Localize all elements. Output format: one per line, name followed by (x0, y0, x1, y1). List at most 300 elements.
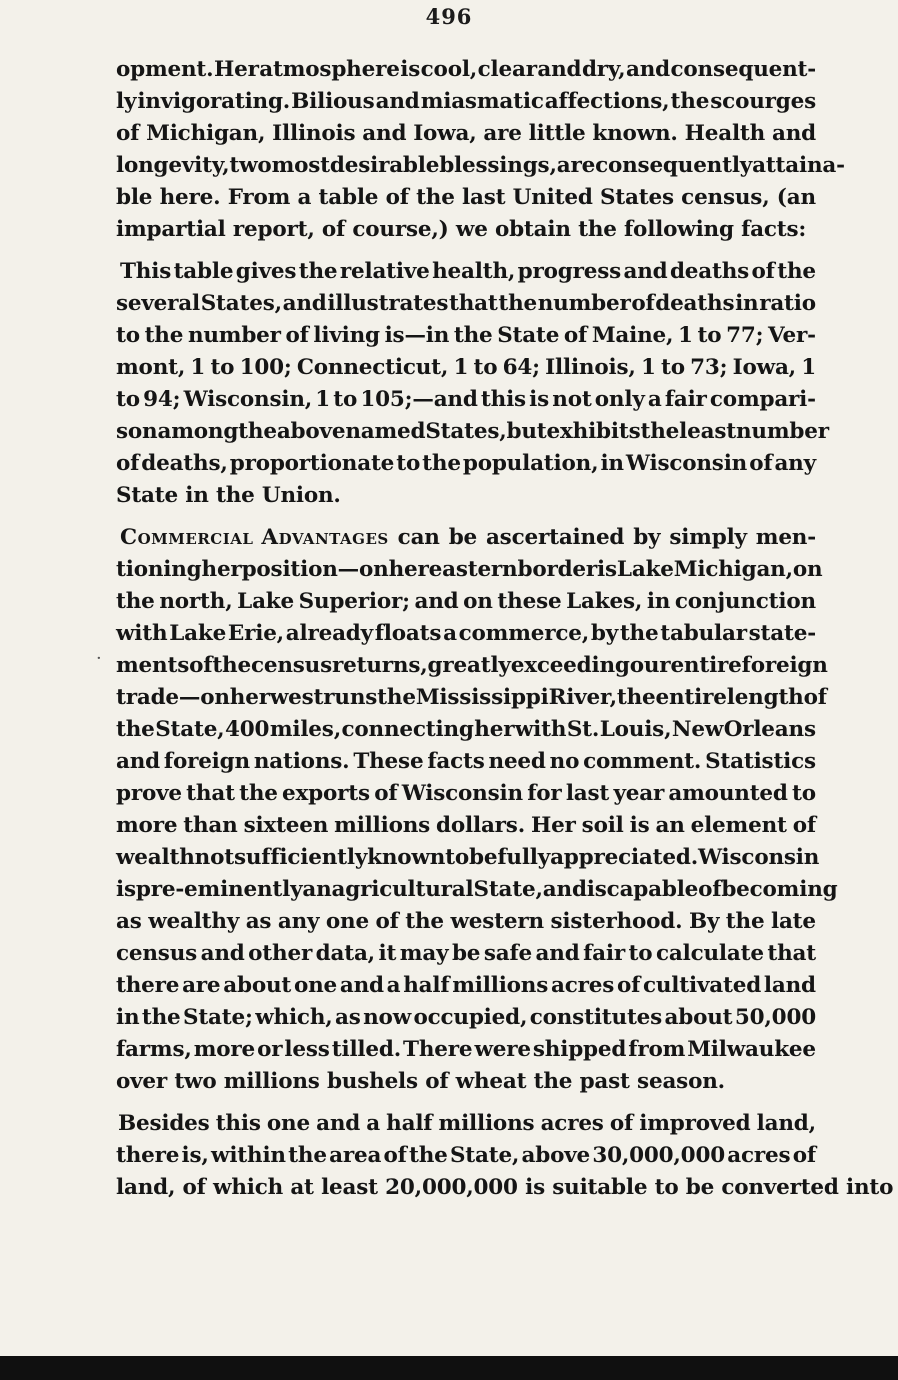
word: St. (566, 717, 600, 742)
word: the (408, 1143, 448, 1168)
word: of (385, 185, 409, 210)
word: tabular (660, 621, 747, 646)
word: that (186, 781, 235, 806)
text-line (116, 118, 816, 150)
word: agricultural (331, 877, 474, 902)
word: of (375, 909, 399, 934)
word: which, (255, 1005, 333, 1030)
word: soil (581, 813, 624, 838)
word: and (316, 1111, 361, 1136)
word: the (405, 909, 444, 934)
word: no (549, 749, 580, 774)
word: returns, (332, 653, 428, 678)
word: sufficiently (233, 845, 368, 870)
word: and (200, 941, 245, 966)
word: States, (200, 291, 282, 316)
word: for (527, 781, 562, 806)
word: mont, (116, 355, 186, 380)
word: progress (517, 259, 622, 284)
word: in (600, 451, 624, 476)
word: blessings, (439, 153, 557, 178)
word: longevity, (116, 153, 230, 178)
word: of (749, 451, 773, 476)
word: about (664, 1005, 733, 1030)
word: are (483, 121, 522, 146)
word: comment. (583, 749, 702, 774)
word: Michigan, (673, 557, 793, 582)
word: nations. (253, 749, 350, 774)
word: improved (639, 1111, 751, 1136)
word: deaths (655, 291, 735, 316)
word: 73; (690, 355, 728, 380)
word: the (725, 909, 765, 934)
word: shipped (532, 1037, 627, 1062)
word: dry, (581, 57, 626, 82)
word: her (474, 717, 515, 742)
word: the (416, 185, 455, 210)
word: exports (282, 781, 370, 806)
word: table (173, 259, 234, 284)
word: ratio (759, 291, 816, 316)
word: or (257, 1037, 283, 1062)
text-line (116, 1140, 816, 1172)
word: the (619, 621, 659, 646)
word: to (628, 941, 653, 966)
text-line (116, 1034, 816, 1066)
word: gives (235, 259, 297, 284)
word: 1 (315, 387, 331, 412)
word: ly (116, 89, 137, 114)
word: already (285, 621, 373, 646)
word: Milwaukee (687, 1037, 816, 1062)
text-line (116, 682, 827, 714)
word: population, (462, 451, 599, 476)
word: any (277, 909, 320, 934)
line-text (116, 480, 341, 512)
word: a (386, 973, 401, 998)
word: commerce, (458, 621, 590, 646)
word: west (269, 685, 324, 710)
word: last (565, 781, 610, 806)
word: millions (438, 1111, 535, 1136)
word: be (469, 845, 498, 870)
word: 1 (640, 355, 656, 380)
word: Lake (237, 589, 294, 614)
word: and (116, 749, 160, 774)
word: the (377, 685, 416, 710)
word: element (690, 813, 787, 838)
word: and (414, 589, 459, 614)
word: calculate (655, 941, 764, 966)
word: Mississippi (415, 685, 549, 710)
text-line (116, 1066, 816, 1098)
word: position—on (241, 557, 389, 582)
text-line (116, 320, 816, 352)
word: to (210, 355, 235, 380)
line-text (116, 214, 806, 246)
word: affections, (544, 89, 670, 114)
word: Erie, (227, 621, 284, 646)
word: acres (540, 1111, 604, 1136)
word: relative (339, 259, 430, 284)
text-line (116, 214, 816, 246)
word: and (772, 121, 816, 146)
word: of (631, 291, 655, 316)
word: only (594, 387, 645, 412)
word: Orleans (723, 717, 816, 742)
word: with (514, 717, 567, 742)
word: 30,000,000 (592, 1143, 725, 1168)
word: men- (755, 525, 816, 550)
word: States (599, 185, 674, 210)
word: western (450, 909, 544, 934)
word: the (116, 589, 155, 614)
line-content: impartial report, of course,) we obtain the following facts: (116, 217, 807, 242)
word: number (735, 419, 829, 444)
word: is (629, 813, 650, 838)
word: of (698, 877, 722, 902)
word: of (792, 813, 816, 838)
text-line (116, 586, 816, 618)
word: to (445, 845, 470, 870)
word: less (284, 1037, 330, 1062)
word: with (116, 621, 168, 646)
word: Michigan, (146, 121, 266, 146)
text-line (116, 554, 823, 586)
word: wealthy (148, 909, 240, 934)
word: exhibits (546, 419, 641, 444)
word: there (116, 973, 180, 998)
word: and (282, 291, 327, 316)
word: health, (432, 259, 516, 284)
text-line (116, 1172, 894, 1204)
word: miles, (269, 717, 341, 742)
word: of (616, 973, 641, 998)
word: the (144, 323, 184, 348)
word: Lake (169, 621, 227, 646)
word: year (613, 781, 665, 806)
text-line (116, 1108, 816, 1140)
word: attaina- (752, 153, 845, 178)
word: of (116, 451, 140, 476)
word: census (116, 941, 198, 966)
page-number: 496 (425, 4, 473, 29)
text-line (116, 970, 816, 1002)
word: within (211, 1143, 286, 1168)
word: the (640, 419, 680, 444)
text-line (116, 842, 820, 874)
word: above (521, 1143, 591, 1168)
word: and (623, 259, 668, 284)
word: safe (483, 941, 532, 966)
word: and (339, 973, 384, 998)
word: Wisconsin (401, 781, 523, 806)
word: more (116, 813, 178, 838)
word: of (285, 323, 309, 348)
text-line (116, 352, 816, 384)
word: can (397, 525, 440, 550)
word: farms, (116, 1037, 192, 1062)
word: New (671, 717, 724, 742)
word: appreciated. (550, 845, 698, 870)
text-line (116, 150, 845, 182)
text-line (116, 448, 816, 480)
word: be (451, 941, 481, 966)
word: of (609, 1111, 634, 1136)
word: from (628, 1037, 686, 1062)
word: desirable (329, 153, 440, 178)
word: her (388, 557, 429, 582)
word: number (187, 323, 281, 348)
word: among (157, 419, 239, 444)
word: 105;—and (360, 387, 478, 412)
word: son (116, 419, 158, 444)
word: deaths, (141, 451, 228, 476)
word: than (183, 813, 238, 838)
word: and (535, 941, 580, 966)
word: 1 (190, 355, 206, 380)
word: on (792, 557, 823, 582)
word: From (227, 185, 291, 210)
word: but (506, 419, 547, 444)
word: of (792, 1143, 816, 1168)
word: half (386, 1111, 433, 1136)
word: and (375, 89, 420, 114)
word: on (463, 589, 493, 614)
word: is (400, 57, 421, 82)
word: Superior; (298, 589, 410, 614)
word: and (542, 877, 587, 902)
word: in (735, 291, 759, 316)
word: be (448, 525, 477, 550)
word: Lake (616, 557, 674, 582)
word: Her (214, 57, 259, 82)
word: little (528, 121, 586, 146)
word: amounted (668, 781, 788, 806)
word: any (774, 451, 816, 476)
word: entire (655, 685, 727, 710)
word: of (803, 685, 827, 710)
text-line (116, 182, 816, 214)
word: 100; (239, 355, 292, 380)
word: the (116, 717, 155, 742)
word: is, (181, 1143, 209, 1168)
word: occupied, (413, 1005, 528, 1030)
word: her (229, 685, 270, 710)
word: is (529, 387, 550, 412)
word: trade—on (116, 685, 230, 710)
word: a (443, 621, 457, 646)
word: These (353, 749, 424, 774)
word: the (777, 259, 816, 284)
word: 1 (678, 323, 693, 348)
word: border (517, 557, 598, 582)
word: scourges (710, 89, 816, 114)
word: tioning (116, 557, 202, 582)
word: were (474, 1037, 531, 1062)
word: state- (748, 621, 816, 646)
word: of (116, 121, 140, 146)
word: State; (183, 1005, 253, 1030)
word: last (462, 185, 506, 210)
word: 400 (225, 717, 270, 742)
word: land (763, 973, 816, 998)
word: consequent- (670, 57, 816, 82)
text-line (116, 288, 816, 320)
word: several (116, 291, 200, 316)
word: known (367, 845, 446, 870)
word: this (480, 387, 526, 412)
word: the (238, 419, 277, 444)
word: of (189, 653, 213, 678)
word: that (767, 941, 816, 966)
word: the (141, 1005, 181, 1030)
word: an (655, 813, 685, 838)
text-line (116, 714, 816, 746)
word: pre-eminently (135, 877, 303, 902)
text-line (116, 810, 816, 842)
word: United (512, 185, 593, 210)
word: to (660, 355, 685, 380)
bottom-border (0, 1356, 898, 1380)
word: 77; (726, 323, 764, 348)
word: This (120, 259, 172, 284)
text-line (116, 256, 816, 288)
word: to (396, 451, 421, 476)
word: north, (159, 589, 233, 614)
word: millions (452, 973, 549, 998)
word: to (473, 355, 498, 380)
word: and (537, 57, 582, 82)
word: living (313, 323, 380, 348)
word: ble (116, 185, 153, 210)
word: 64; (502, 355, 540, 380)
word: Statistics (705, 749, 816, 774)
word: by (633, 525, 661, 550)
word: her (201, 557, 242, 582)
word: by (590, 621, 618, 646)
word: Wisconsin (625, 451, 748, 476)
text-line (116, 938, 816, 970)
word: is—in (384, 323, 450, 348)
text-line (116, 778, 816, 810)
word: one (266, 1111, 310, 1136)
word: of (374, 781, 398, 806)
text-line (116, 618, 816, 650)
word: entire (670, 653, 742, 678)
text-line (116, 384, 816, 416)
word: census (250, 653, 333, 678)
word: of (563, 323, 588, 348)
word: known. (592, 121, 678, 146)
word: a (366, 1111, 381, 1136)
word: Wisconsin, (183, 387, 313, 412)
word: millions (334, 813, 431, 838)
word: half (403, 973, 450, 998)
margin-dot: · (96, 648, 102, 669)
word: acres (550, 973, 615, 998)
text-line (116, 650, 828, 682)
word: a (297, 185, 312, 210)
word: to (333, 387, 358, 412)
word: now (363, 1005, 412, 1030)
word: River, (548, 685, 617, 710)
word: Lakes, (566, 589, 643, 614)
word: runs (323, 685, 378, 710)
word: number (537, 291, 631, 316)
word: as (245, 909, 272, 934)
word: here. (159, 185, 221, 210)
text-line (116, 906, 816, 938)
word: invigorating. (137, 89, 291, 114)
word: Maine, (591, 323, 674, 348)
word: to (116, 323, 140, 348)
word: illustrates (327, 291, 449, 316)
word: Illinois (272, 121, 356, 146)
word: cool, (420, 57, 478, 82)
word: there (116, 1143, 180, 1168)
word: not (194, 845, 234, 870)
word: compari- (709, 387, 816, 412)
word: a (647, 387, 662, 412)
word: Besides (118, 1111, 210, 1136)
word: the (239, 781, 278, 806)
word: are (182, 973, 221, 998)
word: the (422, 451, 461, 476)
word: Illinois, (545, 355, 636, 380)
word: and (362, 121, 407, 146)
word: most (271, 153, 330, 178)
word: about (223, 973, 292, 998)
word: as (335, 1005, 361, 1030)
word: and (625, 57, 670, 82)
word: constitutes (529, 1005, 663, 1030)
word: Iowa, (413, 121, 477, 146)
word: fair (583, 941, 625, 966)
line-content: over two millions bushels of wheat the past season. (116, 1069, 725, 1094)
word: sisterhood. (550, 909, 683, 934)
word: consequently (595, 153, 753, 178)
word: (an (776, 185, 816, 210)
word: this (215, 1111, 261, 1136)
word: length (726, 685, 804, 710)
word: it (378, 941, 397, 966)
word: need (488, 749, 546, 774)
word: exceeding (510, 653, 630, 678)
word: the (616, 685, 656, 710)
word: that (449, 291, 498, 316)
line-text (116, 1066, 725, 1098)
word: Wisconsin (697, 845, 820, 870)
text-line (116, 1002, 816, 1034)
word: the (288, 1143, 327, 1168)
word: the (298, 259, 338, 284)
word: facts (427, 749, 485, 774)
word: to (697, 323, 722, 348)
word: two (229, 153, 272, 178)
word: proportionate (229, 451, 395, 476)
text-line (116, 874, 838, 906)
word: wealth (116, 845, 195, 870)
word: to (792, 781, 816, 806)
word: Health (684, 121, 766, 146)
word: State, (155, 717, 225, 742)
word: Ver- (768, 323, 816, 348)
word: tilled. (331, 1037, 401, 1062)
word: named (345, 419, 426, 444)
word: eastern (428, 557, 518, 582)
word: as (116, 909, 142, 934)
